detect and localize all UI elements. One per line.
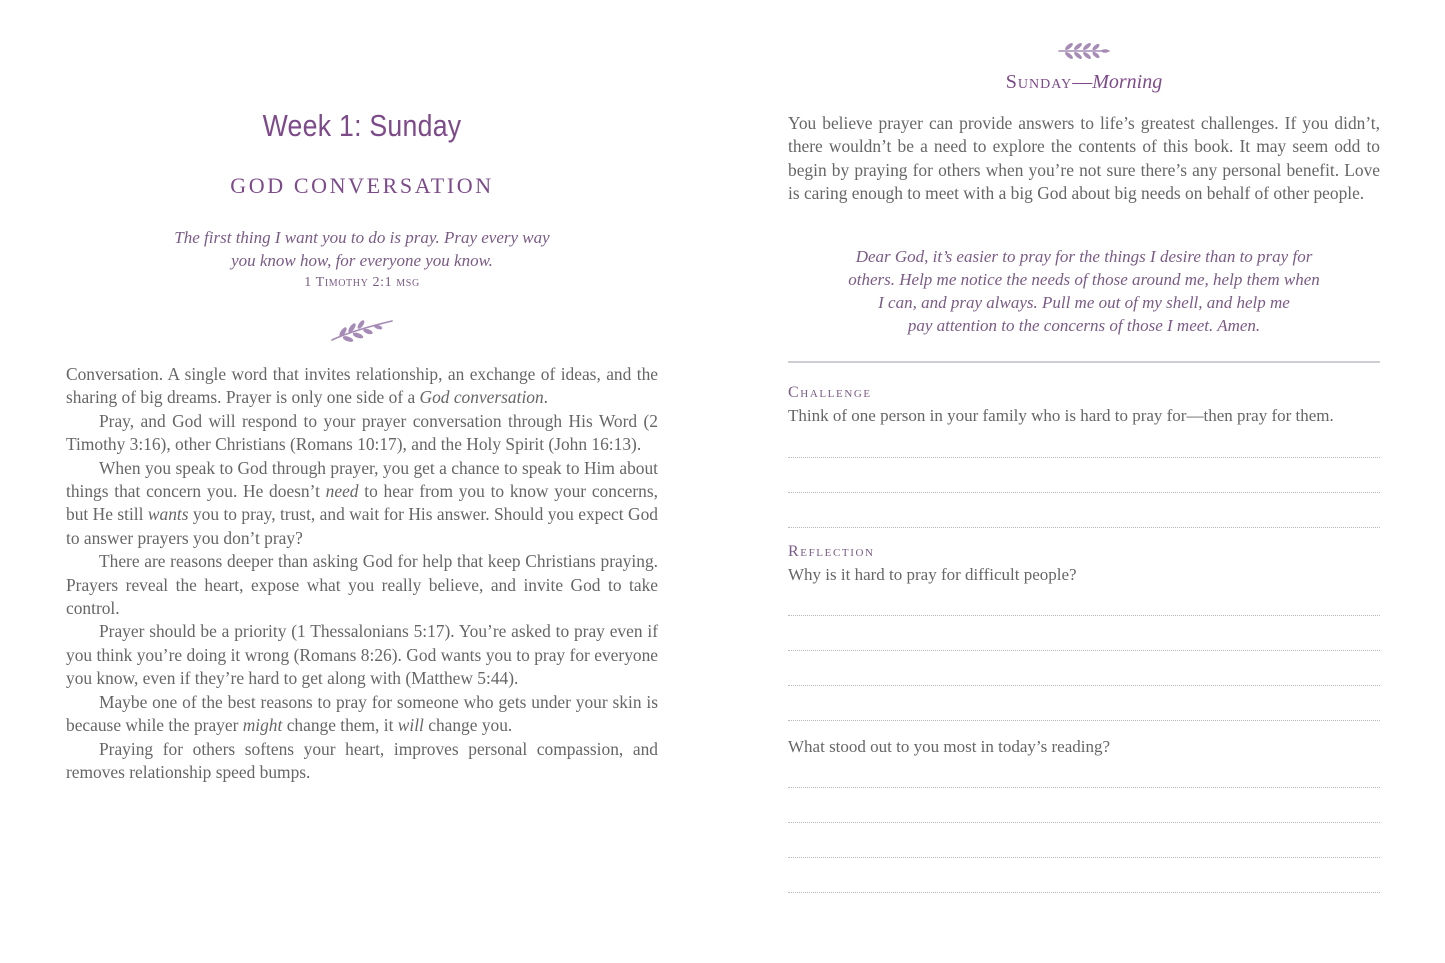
writing-line[interactable]	[788, 787, 1380, 788]
day-separator: —	[1072, 71, 1093, 93]
writing-line[interactable]	[788, 685, 1380, 686]
emphasis: wants	[147, 504, 189, 525]
writing-line[interactable]	[788, 857, 1380, 858]
prayer-block	[818, 245, 1350, 337]
text-run: Conversation. A single word that invites relationship, an exchange of ideas, and the sharing of big dreams. Prayer is only one side of a	[66, 364, 658, 408]
text-run: change you.	[423, 715, 513, 736]
reflection-label: Reflection	[788, 543, 875, 560]
scripture-reference: 1 Timothy 2:1 msg	[304, 275, 420, 290]
leaf-sprig-icon	[329, 316, 395, 344]
writing-line[interactable]	[788, 720, 1380, 721]
leaf-sprig-icon	[1057, 40, 1111, 62]
writing-line[interactable]	[788, 892, 1380, 893]
prayer-line: pay attention to the concerns of those I meet. Amen.	[907, 316, 1261, 335]
text-run: .	[543, 387, 549, 408]
prayer-line: I can, and pray always. Pull me out of my shell, and help me	[878, 293, 1290, 312]
body-paragraph: Prayer should be a priority (1 Thessalonians 5:17). You’re asked to pray even if you think you’re doing it wrong (Romans 8:26). God wants you to pray for everyone you know, even if they’re hard to get along with (Matthew 5:44).	[66, 621, 658, 689]
writing-line[interactable]	[788, 615, 1380, 616]
body-paragraph	[66, 363, 658, 410]
section-divider	[788, 361, 1380, 363]
challenge-prompt: Think of one person in your family who is hard to pray for—then pray for them.	[788, 406, 1334, 425]
day-label: Sunday	[1005, 71, 1073, 93]
challenge-label: Challenge	[788, 384, 872, 401]
text-run: you to pray, trust, and wait for His answer. Should you expect God to answer prayers you don’t pray?	[66, 504, 658, 548]
day-heading	[788, 71, 1380, 94]
scripture-quote	[66, 226, 658, 272]
writing-line[interactable]	[788, 492, 1380, 493]
text-run: to hear from you to know your concerns, but He still	[66, 481, 658, 525]
text-run: change them, it	[282, 715, 398, 736]
body-paragraph: Praying for others softens your heart, improves personal compassion, and removes relationship speed bumps.	[66, 738, 658, 782]
closing-prompt: What stood out to you most in today’s reading?	[788, 737, 1111, 756]
emphasis: need	[325, 481, 359, 502]
writing-line[interactable]	[788, 457, 1380, 458]
reflection-prompt: Why is it hard to pray for difficult people?	[788, 565, 1077, 584]
writing-line[interactable]	[788, 822, 1380, 823]
emphasis: will	[397, 715, 424, 736]
prayer-line: Dear God, it’s easier to pray for the things I desire than to pray for	[855, 247, 1313, 266]
writing-line[interactable]	[788, 527, 1380, 528]
text-run: When you speak to God through prayer, you get a chance to speak to Him about things that concern you. He doesn’t	[66, 457, 658, 502]
body-paragraph: There are reasons deeper than asking God for help that keep Christians praying. Prayers reveal the heart, expose what you really believe, and invite God to take control.	[66, 551, 658, 619]
left-page	[0, 0, 722, 963]
quote-line: The first thing I want you to do is pray. Pray every way	[174, 228, 550, 247]
quote-line: you know how, for everyone you know.	[231, 251, 493, 270]
devotional-body	[66, 363, 658, 784]
text-run: Maybe one of the best reasons to pray for someone who gets under your skin is because while the prayer	[66, 691, 658, 736]
writing-line[interactable]	[788, 650, 1380, 651]
emphasis: might	[242, 715, 283, 736]
section-title: GOD CONVERSATION	[230, 173, 494, 198]
intro-paragraph: You believe prayer can provide answers to life’s greatest challenges. If you didn’t, there wouldn’t be a need to explore the contents of this book. It may seem odd to begin by praying for others when you’re not sure there’s any personal benefit. Love is caring enough to meet with a big God about big needs on behalf of other people.	[788, 113, 1380, 204]
week-title: Week 1: Sunday	[262, 108, 462, 143]
body-paragraph: Pray, and God will respond to your prayer conversation through His Word (2 Timothy 3:16), other Christians (Romans 10:17), and the Holy Spirit (John 16:13).	[66, 410, 658, 455]
prayer-line: others. Help me notice the needs of those around me, help them when	[848, 270, 1320, 289]
body-paragraph	[66, 457, 658, 551]
emphasis: God conversation	[419, 387, 544, 408]
body-paragraph	[66, 691, 658, 738]
day-part: Morning	[1092, 71, 1163, 93]
